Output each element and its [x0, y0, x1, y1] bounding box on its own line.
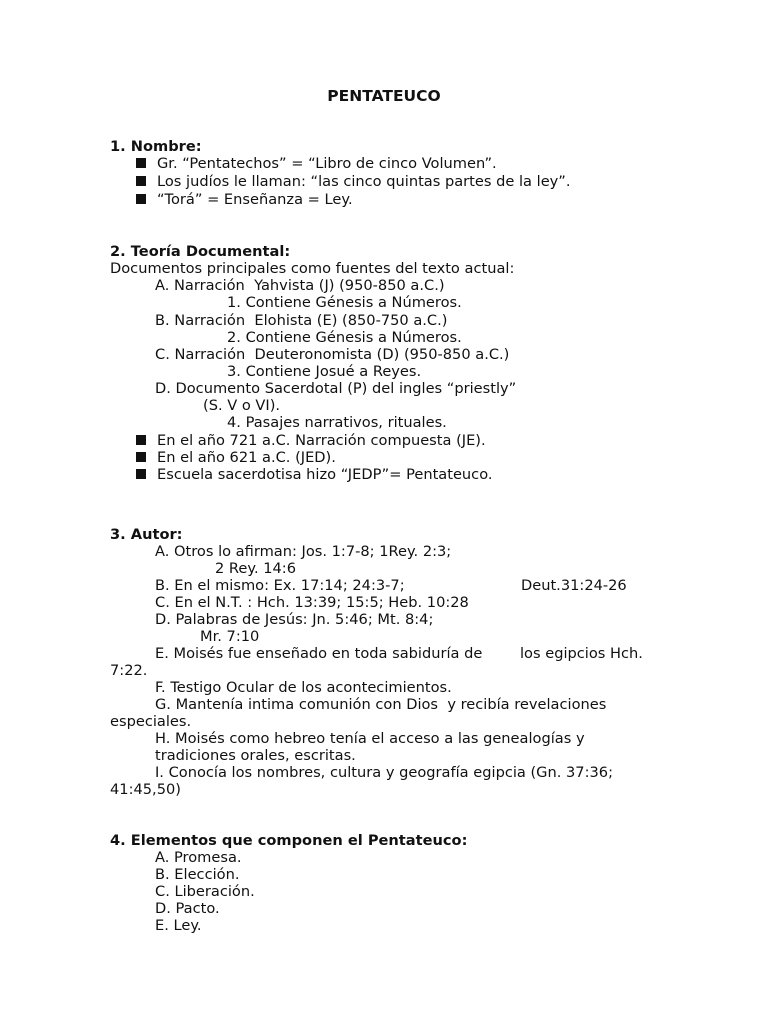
list-continuation: 7:22.: [110, 662, 148, 679]
section-heading: 2. Teoría Documental:: [110, 243, 291, 260]
bullet-icon: [136, 435, 146, 445]
list-continuation: 2 Rey. 14:6: [215, 560, 296, 577]
bullet-icon: [136, 194, 146, 204]
bullet-icon: [136, 452, 146, 462]
list-item: A. Promesa.: [155, 849, 242, 866]
bullet-icon: [136, 176, 146, 186]
page-title: PENTATEUCO: [327, 87, 441, 105]
list-item: A. Narración Yahvista (J) (950-850 a.C.): [155, 277, 445, 294]
list-item: I. Conocía los nombres, cultura y geografía egipcia (Gn. 37:36;: [155, 764, 613, 781]
bullet-item: En el año 621 a.C. (JED).: [157, 449, 336, 466]
bullet-item: “Torá” = Enseñanza = Ley.: [157, 191, 353, 208]
list-subitem: 3. Contiene Josué a Reyes.: [227, 363, 422, 380]
bullet-icon: [136, 158, 146, 168]
list-continuation: Mr. 7:10: [200, 628, 260, 645]
bullet-item: En el año 721 a.C. Narración compuesta (JE).: [157, 432, 486, 449]
list-subitem: 2. Contiene Génesis a Números.: [227, 329, 462, 346]
list-continuation: 41:45,50): [110, 781, 181, 798]
list-subitem: 4. Pasajes narrativos, rituales.: [227, 414, 447, 431]
list-item: H. Moisés como hebreo tenía el acceso a las genealogías y: [155, 730, 585, 747]
list-item: C. Narración Deuteronomista (D) (950-850 a.C.): [155, 346, 510, 363]
list-item: B. Elección.: [155, 866, 240, 883]
list-item: C. En el N.T. : Hch. 13:39; 15:5; Heb. 10:28: [155, 594, 469, 611]
list-item-ref: los egipcios Hch.: [520, 645, 643, 662]
list-item: F. Testigo Ocular de los acontecimientos.: [155, 679, 452, 696]
paragraph-line: Documentos principales como fuentes del texto actual:: [110, 260, 515, 277]
section-heading: 4. Elementos que componen el Pentateuco:: [110, 832, 468, 849]
bullet-item: Gr. “Pentatechos” = “Libro de cinco Volumen”.: [157, 155, 497, 172]
bullet-icon: [136, 469, 146, 479]
list-item: D. Pacto.: [155, 900, 220, 917]
list-item: A. Otros lo afirman: Jos. 1:7-8; 1Rey. 2:3;: [155, 543, 452, 560]
list-continuation: tradiciones orales, escritas.: [155, 747, 356, 764]
list-item: D. Documento Sacerdotal (P) del ingles “priestly”: [155, 380, 517, 397]
list-item: C. Liberación.: [155, 883, 255, 900]
bullet-item: Los judíos le llaman: “las cinco quintas partes de la ley”.: [157, 173, 571, 190]
list-continuation: (S. V o VI).: [203, 397, 281, 414]
list-item: B. Narración Elohista (E) (850-750 a.C.): [155, 312, 448, 329]
list-item: E. Ley.: [155, 917, 202, 934]
list-item: B. En el mismo: Ex. 17:14; 24:3-7;: [155, 577, 405, 594]
section-heading: 3. Autor:: [110, 526, 183, 543]
list-item: E. Moisés fue enseñado en toda sabiduría de: [155, 645, 483, 662]
bullet-item: Escuela sacerdotisa hizo “JEDP”= Pentateuco.: [157, 466, 493, 483]
section-heading: 1. Nombre:: [110, 138, 202, 155]
list-item: G. Mantenía intima comunión con Dios y recibía revelaciones: [155, 696, 607, 713]
list-item-ref: Deut.31:24-26: [521, 577, 627, 594]
list-item: D. Palabras de Jesús: Jn. 5:46; Mt. 8:4;: [155, 611, 434, 628]
list-continuation: especiales.: [110, 713, 192, 730]
list-subitem: 1. Contiene Génesis a Números.: [227, 294, 462, 311]
